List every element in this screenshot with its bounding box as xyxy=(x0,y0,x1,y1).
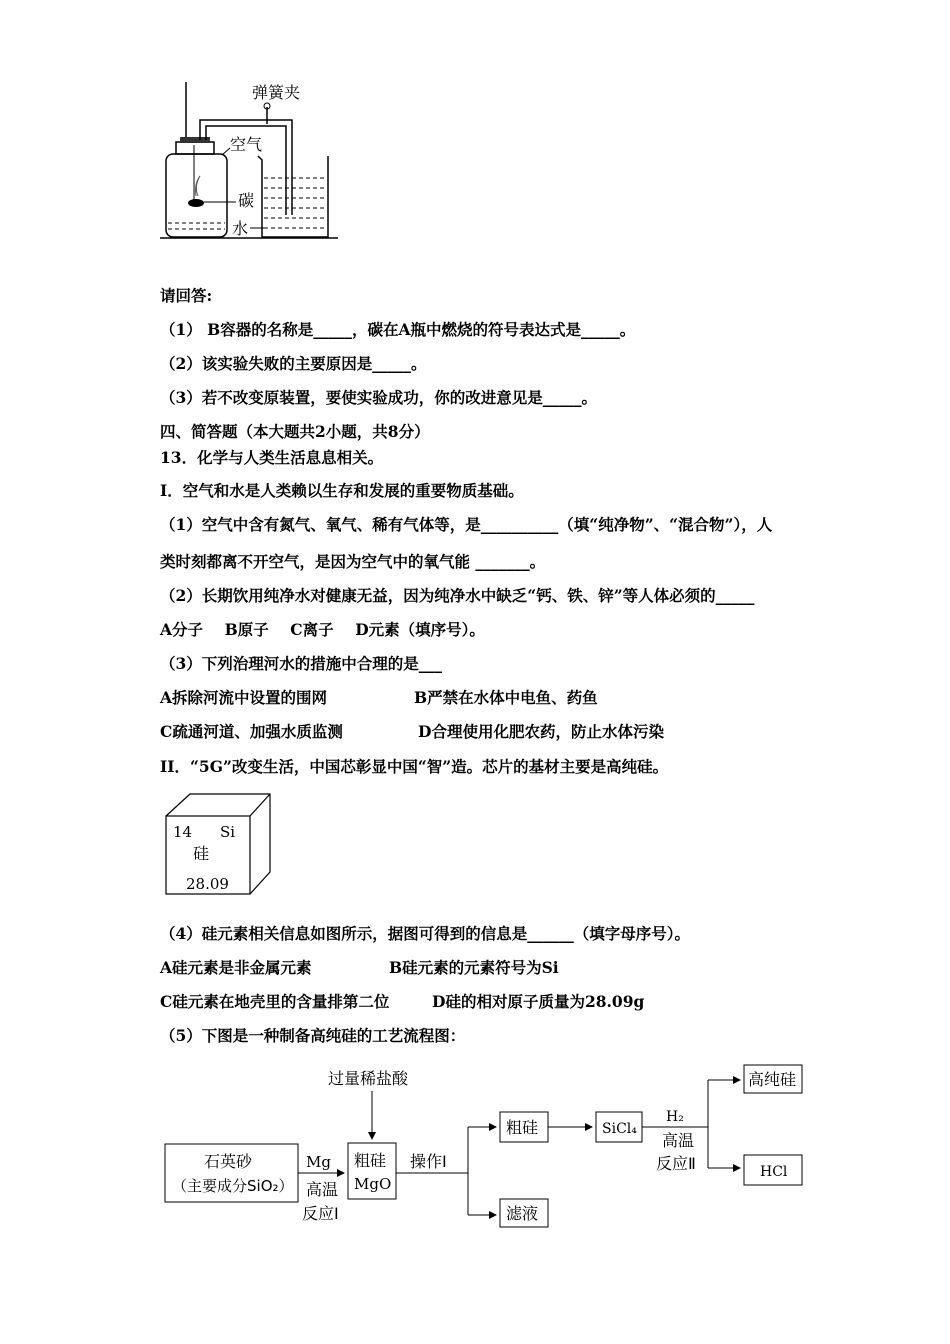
q4-option-c: C硅元素在地壳里的含量排第二位 xyxy=(160,992,390,1011)
high-temp-2: 高温 xyxy=(662,1131,695,1150)
q4-option-b: B硅元素的元素符号为Si xyxy=(389,958,559,977)
p1-q2-options: A分子 B原子 C离子 D元素（填序号）。 xyxy=(160,620,485,639)
hcl-label: HCl xyxy=(760,1164,788,1180)
element-name: 硅 xyxy=(193,844,210,863)
p1-q3-option-c: C疏通河道、加强水质监测 xyxy=(160,722,343,741)
high-temp-1: 高温 xyxy=(306,1180,339,1199)
q4-option-d: D硅的相对原子质量为28.09g xyxy=(432,992,645,1011)
mix-line1: 粗硅 xyxy=(354,1151,387,1170)
p1-q3-option-d: D合理使用化肥农药，防止水体污染 xyxy=(418,722,664,741)
bottle-a xyxy=(166,154,227,237)
q1-text: （1） B容器的名称是_____，碳在A瓶中燃烧的符号表达式是_____。 xyxy=(160,320,636,339)
silicon-element-card xyxy=(160,790,290,905)
reaction-2: 反应Ⅱ xyxy=(656,1154,696,1173)
operation-1: 操作Ⅰ xyxy=(410,1152,447,1171)
section-4-heading: 四、简答题（本大题共2小题，共8分） xyxy=(160,422,430,441)
clip-label: 弹簧夹 xyxy=(252,83,301,102)
part-1-text: I．空气和水是人类赖以生存和发展的重要物质基础。 xyxy=(160,481,524,500)
carbon-label: 碳 xyxy=(238,191,255,210)
excess-acid-label: 过量稀盐酸 xyxy=(328,1069,409,1088)
process-flow-diagram xyxy=(0,1055,950,1245)
h2-label: H₂ xyxy=(666,1109,684,1125)
p1-q1a-text: （1）空气中含有氮气、氧气、稀有气体等，是__________（填“纯净物”、“混合物”），人 xyxy=(160,515,773,534)
crude-si-label: 粗硅 xyxy=(506,1118,539,1137)
please-answer: 请回答: xyxy=(160,286,213,305)
sicl4-label: SiCl₄ xyxy=(602,1121,637,1137)
p1-q3-option-a: A拆除河流中设置的围网 xyxy=(160,688,328,707)
filtrate-label: 滤液 xyxy=(506,1204,539,1223)
q5-text: （5）下图是一种制备高纯硅的工艺流程图： xyxy=(160,1026,466,1045)
pure-si-label: 高纯硅 xyxy=(748,1070,797,1089)
apparatus-diagram xyxy=(0,0,950,250)
q2-text: （2）该实验失败的主要原因是_____。 xyxy=(160,354,427,373)
atomic-number: 14 xyxy=(173,823,193,841)
q4-text: （4）硅元素相关信息如图所示，据图可得到的信息是______（填字母序号）。 xyxy=(160,924,691,943)
water-label: 水 xyxy=(232,219,249,238)
quartz-line2: （主要成分SiO₂） xyxy=(172,1177,294,1195)
quartz-line1: 石英砂 xyxy=(204,1152,253,1171)
q13-text: 13．化学与人类生活息息相关。 xyxy=(160,448,384,467)
p1-q3-text: （3）下列治理河水的措施中合理的是___ xyxy=(160,654,443,673)
beaker-b xyxy=(258,156,328,237)
q4-option-a: A硅元素是非金属元素 xyxy=(160,958,312,977)
air-label: 空气 xyxy=(230,135,263,154)
part-2-text: II．“5G”改变生活，中国芯彰显中国“智”造。芯片的基材主要是高纯硅。 xyxy=(160,757,669,776)
p1-q3-option-b: B严禁在水体中电鱼、药鱼 xyxy=(414,688,598,707)
p1-q1b-text: 类时刻都离不开空气，是因为空气中的氧气能 _______。 xyxy=(160,552,546,571)
p1-q2-text: （2）长期饮用纯净水对健康无益，因为纯净水中缺乏“钙、铁、锌”等人体必须的_____ xyxy=(160,586,755,605)
reaction-1: 反应Ⅰ xyxy=(302,1204,339,1223)
mg-label: Mg xyxy=(306,1153,331,1171)
mix-line2: MgO xyxy=(354,1175,392,1193)
atomic-mass: 28.09 xyxy=(186,875,229,893)
element-symbol: Si xyxy=(220,823,236,841)
q3-text: （3）若不改变原装置，要使实验成功，你的改进意见是_____。 xyxy=(160,388,598,407)
